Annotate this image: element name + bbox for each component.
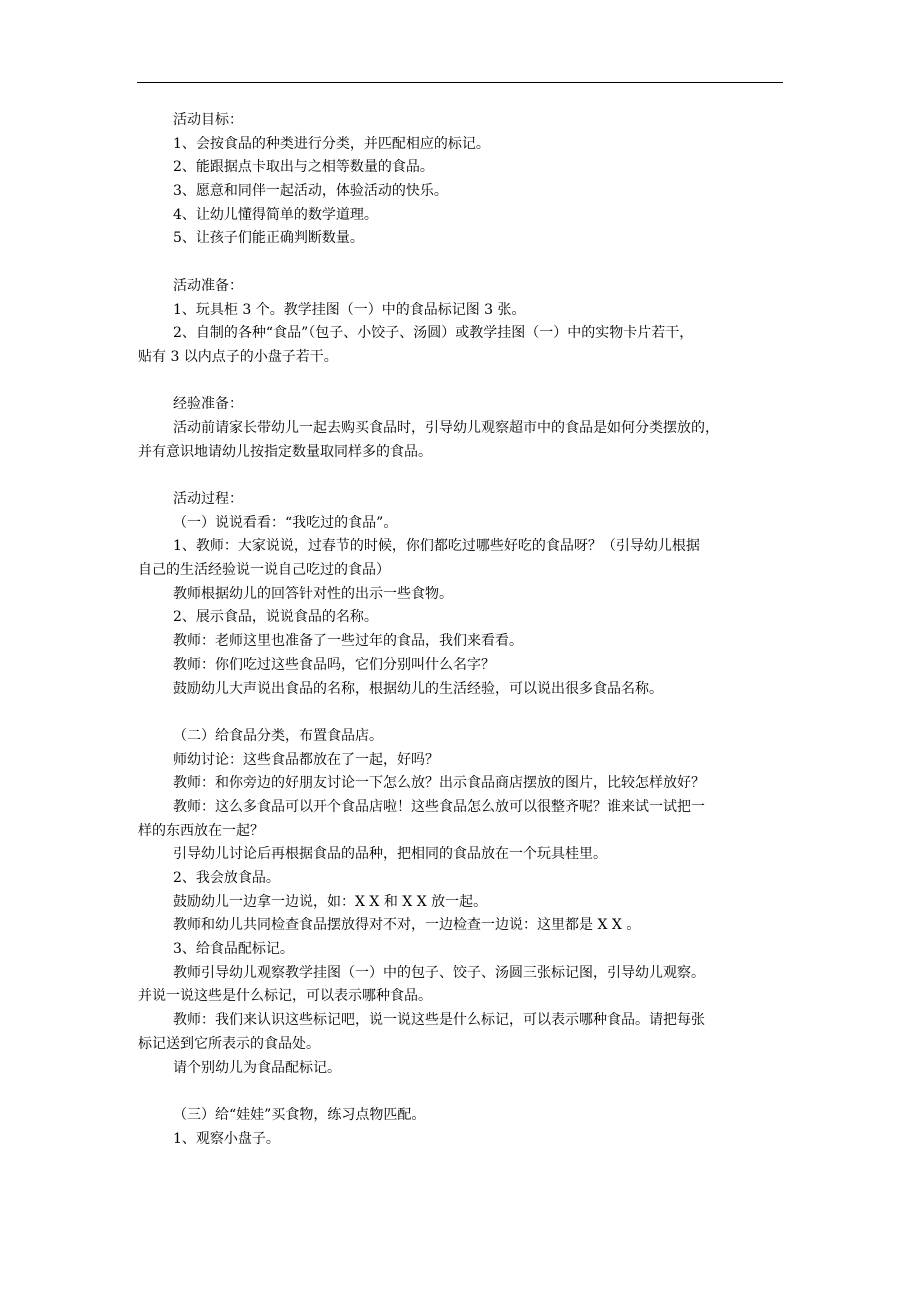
section-heading-experience: 经验准备： (173, 396, 243, 413)
goal-item: 5、让孩子们能正确判断数量。 (173, 230, 364, 247)
process-line: 2、展示食品，说说食品的名称。 (173, 609, 378, 626)
preparation-item-continued: 贴有 3 以内点子的小盘子若干。 (138, 348, 338, 365)
process-line: 教师：这么多食品可以开个食品店啦！这些食品怎么放可以很整齐呢？谁来试一试把一 (173, 798, 705, 815)
header-rule (137, 82, 783, 83)
paragraph-gap (138, 464, 788, 488)
paragraph-gap (138, 370, 788, 394)
process-line: 2、我会放食品。 (173, 870, 280, 886)
process-line: 教师：我们来认识这些标记吧，说一说这些是什么标记，可以表示哪种食品。请把每张 (173, 1012, 705, 1029)
section-heading-preparation: 活动准备： (173, 277, 243, 294)
process-line: 鼓励幼儿一边拿一边说，如：X X 和 X X 放一起。 (173, 893, 488, 910)
process-line: 师幼讨论：这些食品都放在了一起，好吗？ (173, 751, 439, 768)
process-line-continued: 标记送到它所表示的食品处。 (138, 1035, 320, 1052)
process-line: 教师：和你旁边的好朋友讨论一下怎么放？出示食品商店摆放的图片，比较怎样放好？ (173, 775, 705, 792)
process-line-continued: 并说一说这些是什么标记，可以表示哪种食品。 (138, 988, 432, 1005)
process-subheading: （三）给“娃娃”买食物，练习点物匹配。 (173, 1106, 426, 1123)
process-line-continued: 自己的生活经验说一说自己吃过的食品） (138, 562, 390, 579)
process-subheading: （一）说说看看：“我吃过的食品”。 (173, 514, 398, 531)
preparation-item: 1、玩具柜 3 个。教学挂图（一）中的食品标记图 3 张。 (173, 301, 526, 318)
document-body (138, 109, 788, 1151)
preparation-item: 2、自制的各种“食品”（包子、小饺子、汤圆）或教学挂图（一）中的实物卡片若干， (173, 325, 694, 342)
process-line: 3、给食品配标记。 (173, 941, 294, 958)
process-line-continued: 样的东西放在一起？ (138, 822, 264, 839)
experience-paragraph: 活动前请家长带幼儿一起去购买食品时，引导幼儿观察超市中的食品是如何分类摆放的， (173, 419, 719, 436)
section-heading-process: 活动过程： (173, 491, 243, 507)
process-line: 教师和幼儿共同检查食品摆放得对不对，一边检查一边说：这里都是 X X 。 (173, 917, 641, 934)
process-line: 1、观察小盘子。 (173, 1130, 280, 1147)
goal-item: 3、愿意和同伴一起活动，体验活动的快乐。 (173, 183, 448, 200)
paragraph-gap (138, 1080, 788, 1104)
process-line: 引导幼儿讨论后再根据食品的品种，把相同的食品放在一个玩具桂里。 (173, 846, 607, 863)
process-line: 鼓励幼儿大声说出食品的名称，根据幼儿的生活经验，可以说出很多食品名称。 (173, 680, 663, 697)
section-heading-goals: 活动目标： (173, 112, 243, 128)
paragraph-gap (138, 701, 788, 725)
process-subheading: （二）给食品分类，布置食品店。 (173, 727, 383, 744)
process-line: 1、教师：大家说说，过春节的时候，你们都吃过哪些好吃的食品呀？（引导幼儿根据 (173, 538, 700, 555)
goal-item: 4、让幼儿懂得简单的数学道理。 (173, 206, 378, 223)
process-line: 教师根据幼儿的回答针对性的出示一些食物。 (173, 585, 453, 602)
process-line: 教师：老师这里也准备了一些过年的食品，我们来看看。 (173, 633, 523, 650)
goal-item: 2、能跟据点卡取出与之相等数量的食品。 (173, 159, 434, 176)
experience-paragraph-continued: 并有意识地请幼儿按指定数量取同样多的食品。 (138, 443, 432, 460)
process-line: 请个别幼儿为食品配标记。 (173, 1059, 341, 1076)
goal-item: 1、会按食品的种类进行分类，并匹配相应的标记。 (173, 135, 490, 152)
process-line: 教师：你们吃过这些食品吗，它们分别叫什么名字？ (173, 656, 495, 673)
process-line: 教师引导幼儿观察教学挂图（一）中的包子、饺子、汤圆三张标记图，引导幼儿观察。 (173, 964, 705, 981)
paragraph-gap (138, 251, 788, 275)
